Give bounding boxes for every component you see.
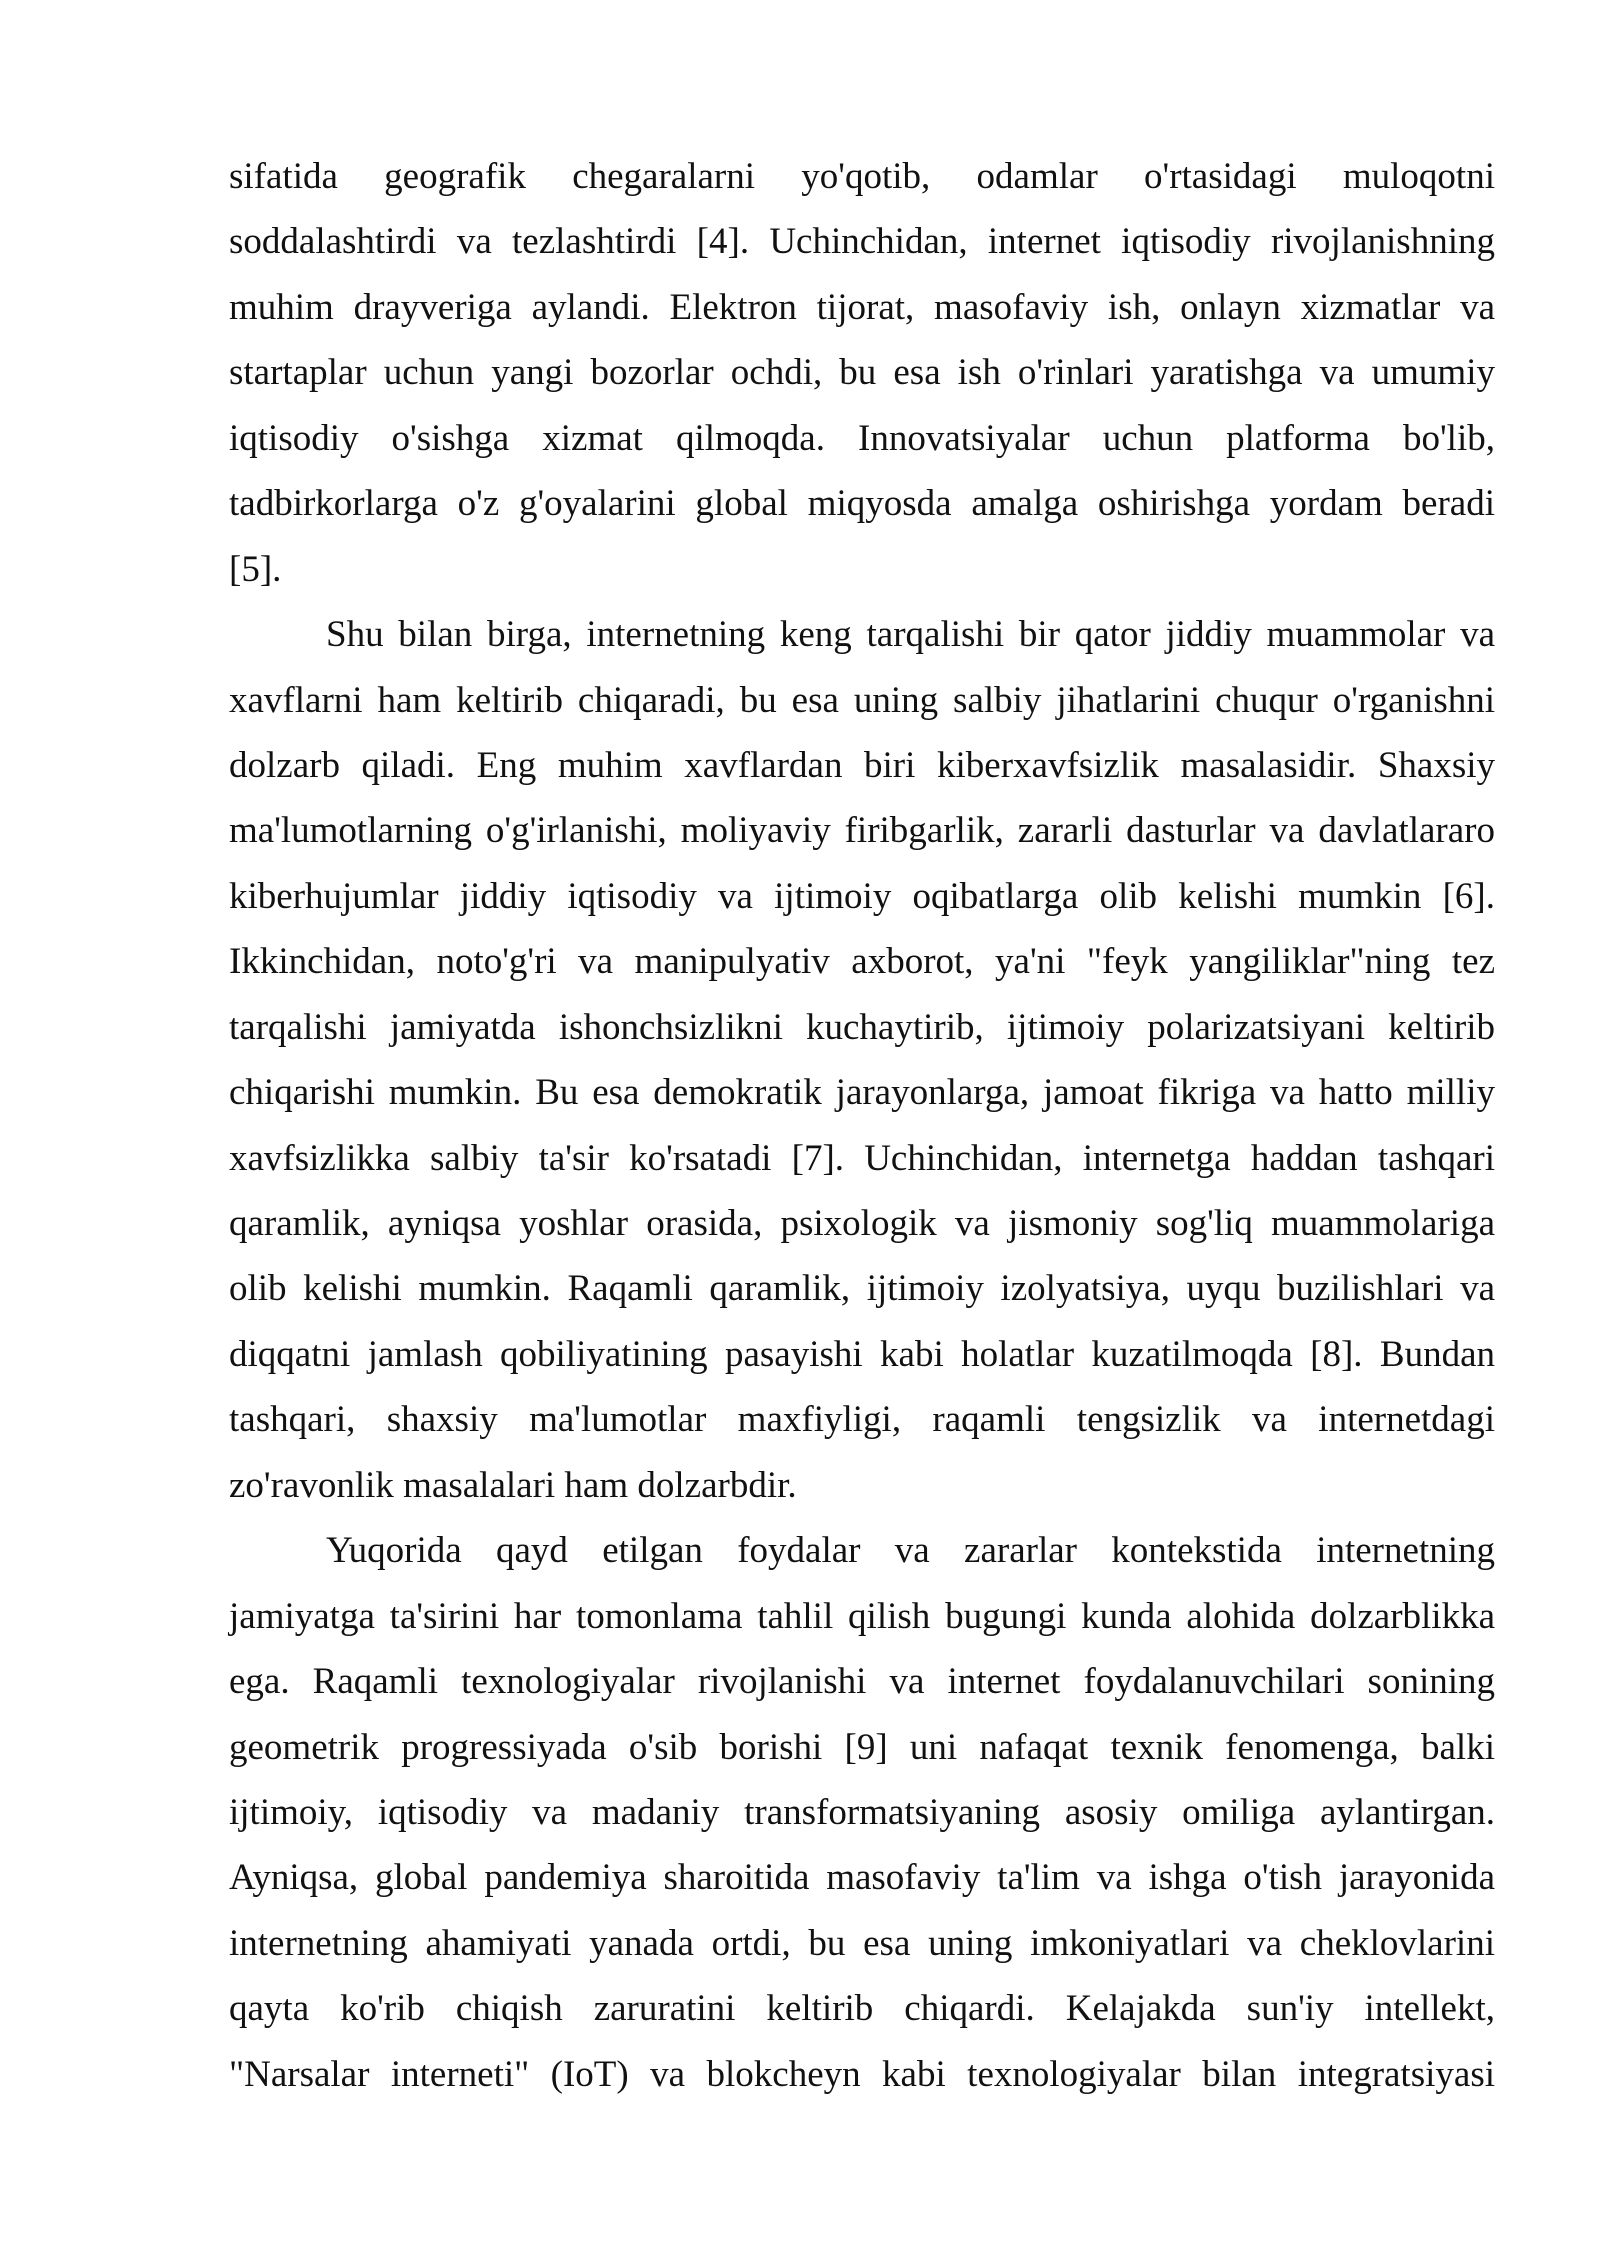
text-line: olib kelishi mumkin. Raqamli qaramlik, ijtimoiy izolyatsiya, uyqu buzilishlari va (229, 1268, 1495, 1310)
text-line: ijtimoiy, iqtisodiy va madaniy transformatsiyaning asosiy omiliga aylantirgan. (229, 1791, 1495, 1833)
text-line: soddalashtirdi va tezlashtirdi [4]. Uchinchidan, internet iqtisodiy rivojlanishning (229, 221, 1495, 263)
text-line: dolzarb qiladi. Eng muhim xavflardan biri kiberxavfsizlik masalasidir. Shaxsiy (229, 744, 1495, 786)
text-line: diqqatni jamlash qobiliyatining pasayishi kabi holatlar kuzatilmoqda [8]. Bundan (229, 1333, 1495, 1375)
text-line: Shu bilan birga, internetning keng tarqalishi bir qator jiddiy muammolar va (326, 614, 1495, 656)
text-line: xavflarni ham keltirib chiqaradi, bu esa uning salbiy jihatlarini chuqur o'rganishni (229, 679, 1495, 721)
text-line: qaramlik, ayniqsa yoshlar orasida, psixologik va jismoniy sog'liq muammolariga (229, 1203, 1495, 1244)
text-line: sifatida geografik chegaralarni yo'qotib, odamlar o'rtasidagi muloqotni (229, 156, 1495, 197)
text-line: [5]. (229, 548, 282, 590)
body-text (229, 144, 1495, 2107)
paragraph (229, 1518, 1495, 2107)
text-line: kiberhujumlar jiddiy iqtisodiy va ijtimoiy oqibatlarga olib kelishi mumkin [6]. (229, 875, 1495, 917)
text-line: iqtisodiy o'sishga xizmat qilmoqda. Innovatsiyalar uchun platforma bo'lib, (229, 417, 1495, 459)
text-line: "Narsalar interneti" (IoT) va blokcheyn kabi texnologiyalar bilan integratsiyasi (229, 2053, 1495, 2095)
text-line: tashqari, shaxsiy ma'lumotlar maxfiyligi, raqamli tengsizlik va internetdagi (229, 1399, 1495, 1441)
text-line: Yuqorida qayd etilgan foydalar va zararlar kontekstida internetning (326, 1530, 1495, 1572)
text-line: muhim drayveriga aylandi. Elektron tijorat, masofaviy ish, onlayn xizmatlar va (229, 286, 1495, 328)
text-line: ega. Raqamli texnologiyalar rivojlanishi va internet foydalanuvchilari sonining (229, 1661, 1495, 1703)
text-line: ma'lumotlarning o'g'irlanishi, moliyaviy firibgarlik, zararli dasturlar va davlatlararo (229, 810, 1495, 852)
text-line: zo'ravonlik masalalari ham dolzarbdir. (229, 1464, 797, 1506)
text-line: jamiyatga ta'sirini har tomonlama tahlil qilish bugungi kunda alohida dolzarblikka (229, 1595, 1495, 1637)
text-line: qayta ko'rib chiqish zaruratini keltirib chiqardi. Kelajakda sun'iy intellekt, (229, 1988, 1495, 2030)
paragraph (229, 602, 1495, 1518)
text-line: tarqalishi jamiyatda ishonchsizlikni kuchaytirib, ijtimoiy polarizatsiyani keltirib (229, 1006, 1495, 1048)
text-line: tadbirkorlarga o'z g'oyalarini global miqyosda amalga oshirishga yordam beradi (229, 483, 1495, 525)
paragraph (229, 144, 1495, 602)
text-line: startaplar uchun yangi bozorlar ochdi, bu esa ish o'rinlari yaratishga va umumiy (229, 352, 1495, 394)
text-line: internetning ahamiyati yanada ortdi, bu esa uning imkoniyatlari va cheklovlarini (229, 1922, 1495, 1964)
text-line: xavfsizlikka salbiy ta'sir ko'rsatadi [7]. Uchinchidan, internetga haddan tashqari (229, 1137, 1495, 1179)
text-line: Ikkinchidan, noto'g'ri va manipulyativ axborot, ya'ni "feyk yangiliklar"ning tez (229, 941, 1495, 983)
text-line: Ayniqsa, global pandemiya sharoitida masofaviy ta'lim va ishga o'tish jarayonida (229, 1857, 1495, 1899)
text-line: chiqarishi mumkin. Bu esa demokratik jarayonlarga, jamoat fikriga va hatto milliy (229, 1072, 1495, 1114)
text-line: geometrik progressiyada o'sib borishi [9] uni nafaqat texnik fenomenga, balki (229, 1726, 1495, 1768)
